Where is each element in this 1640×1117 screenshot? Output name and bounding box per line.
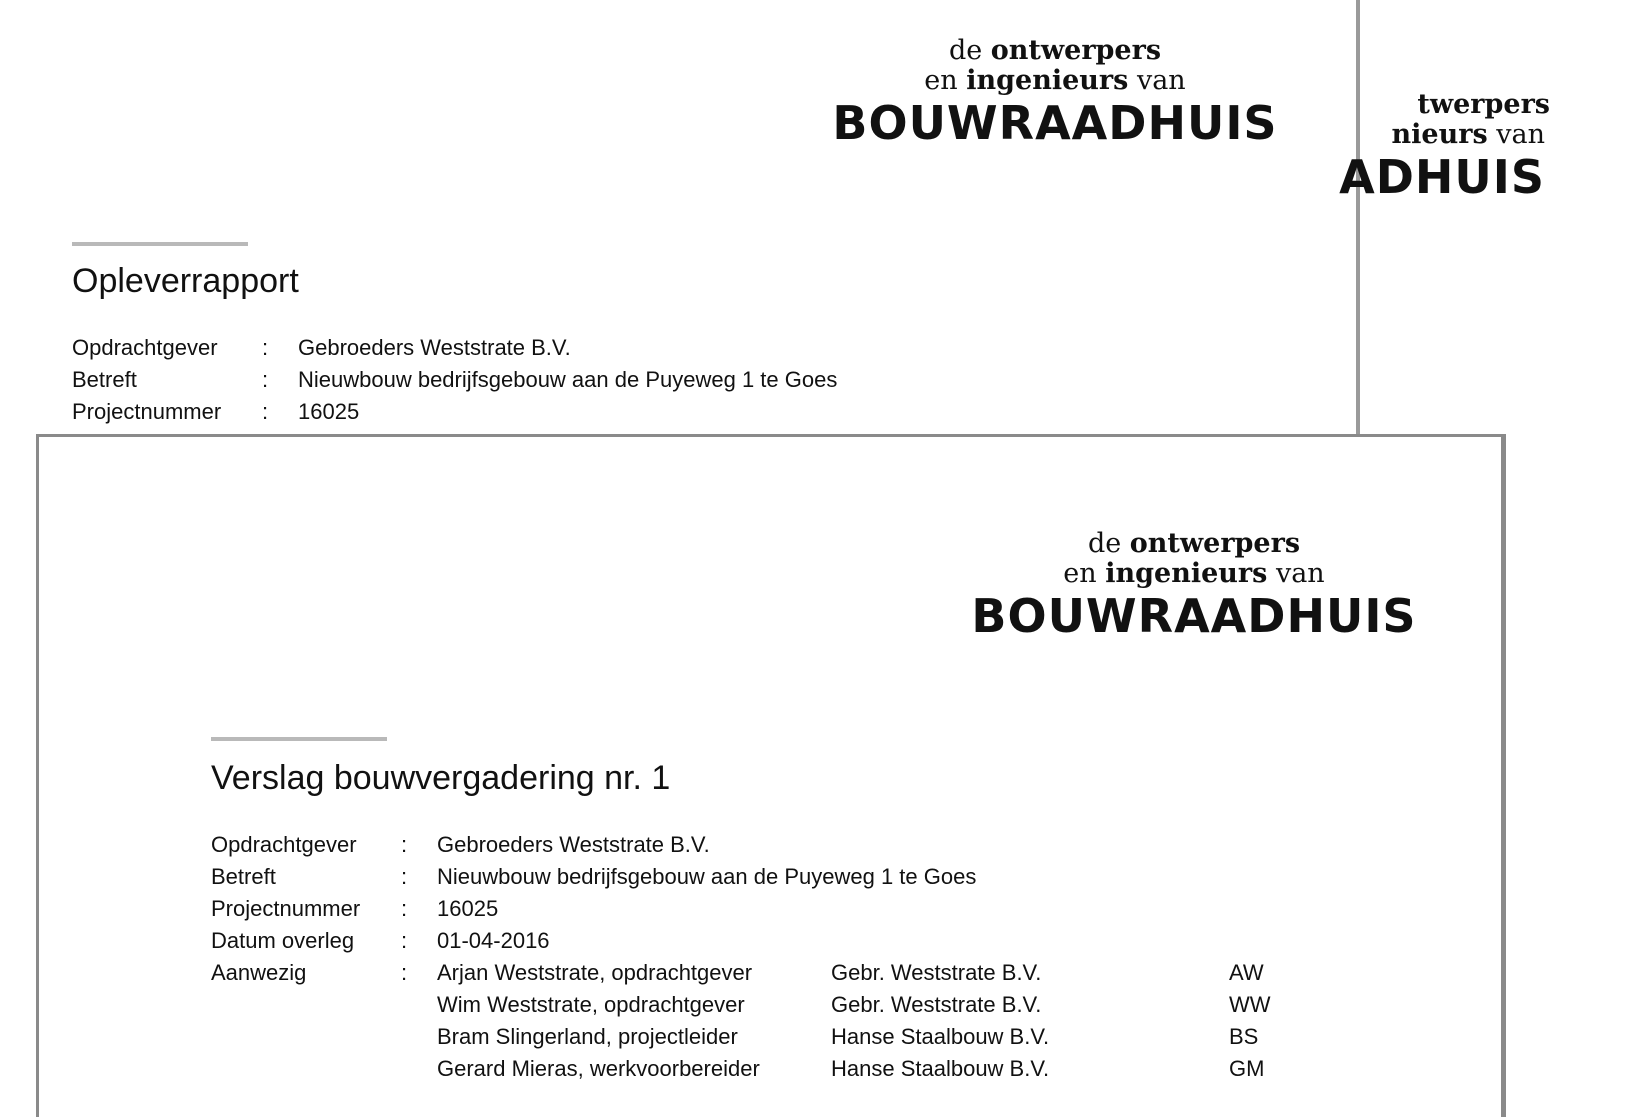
logo-text: de bbox=[1087, 528, 1122, 559]
logo-text: van bbox=[1275, 558, 1325, 589]
logo-text: en bbox=[924, 65, 958, 96]
logo-line-2 bbox=[1190, 120, 1640, 150]
back-document-page bbox=[0, 0, 1360, 440]
empty-cell bbox=[401, 989, 437, 1021]
attendee-row bbox=[211, 1053, 1271, 1085]
detail-value: 16025 bbox=[298, 399, 360, 424]
logo-brand: BOUWRAADHUIS bbox=[971, 589, 1417, 643]
detail-row bbox=[72, 396, 837, 428]
attendee-name: Bram Slingerland, projectleider bbox=[437, 1024, 738, 1049]
title-rule bbox=[72, 242, 248, 246]
attendee-initials: BS bbox=[1229, 1024, 1259, 1049]
detail-value: Nieuwbouw bedrijfsgebouw aan de Puyeweg 1 te Goes bbox=[437, 864, 977, 889]
detail-label: Datum overleg bbox=[211, 928, 355, 953]
attendee-company: Gebr. Weststrate B.V. bbox=[831, 960, 1042, 985]
logo-text: de bbox=[948, 35, 983, 66]
logo-text: van bbox=[1136, 65, 1186, 96]
empty-cell bbox=[211, 989, 401, 1021]
attendee-initials: AW bbox=[1229, 960, 1264, 985]
attendee-initials: WW bbox=[1229, 992, 1271, 1017]
detail-separator: : bbox=[262, 335, 269, 360]
detail-label: Betreft bbox=[72, 367, 137, 392]
logo-line-1 bbox=[969, 529, 1419, 559]
attendee-row bbox=[211, 989, 1271, 1021]
empty-cell bbox=[401, 1021, 437, 1053]
detail-row bbox=[211, 861, 1271, 893]
detail-label: Betreft bbox=[211, 864, 276, 889]
detail-separator: : bbox=[401, 832, 408, 857]
meeting-details bbox=[211, 829, 1271, 1085]
detail-value: Gebroeders Weststrate B.V. bbox=[437, 832, 710, 857]
logo-text-bold: ingenieurs bbox=[966, 65, 1129, 96]
detail-value: Gebroeders Weststrate B.V. bbox=[298, 335, 571, 360]
front-document-page bbox=[36, 434, 1506, 1117]
company-logo bbox=[969, 529, 1419, 643]
logo-text: en bbox=[1063, 558, 1097, 589]
attendee-name: Gerard Mieras, werkvoorbereider bbox=[437, 1056, 760, 1081]
project-details bbox=[72, 332, 837, 428]
detail-separator: : bbox=[262, 399, 269, 424]
detail-label: Projectnummer bbox=[72, 399, 222, 424]
attendee-company: Gebr. Weststrate B.V. bbox=[831, 992, 1042, 1017]
detail-separator: : bbox=[401, 928, 408, 953]
attendee-name: Arjan Weststrate, opdrachtgever bbox=[437, 960, 753, 985]
attendee-row bbox=[211, 957, 1271, 989]
detail-value: 01-04-2016 bbox=[437, 928, 550, 953]
detail-label: Opdrachtgever bbox=[72, 335, 218, 360]
logo-brand: ADHUIS bbox=[1339, 150, 1545, 204]
logo-text: van bbox=[1496, 119, 1545, 150]
logo-text-bold: ontwerpers bbox=[990, 35, 1162, 66]
attendee-initials: GM bbox=[1229, 1056, 1265, 1081]
detail-separator: : bbox=[401, 864, 408, 889]
page-title: Opleverrapport bbox=[72, 262, 299, 300]
detail-separator: : bbox=[401, 896, 408, 921]
title-rule bbox=[211, 737, 387, 741]
detail-row bbox=[211, 893, 1271, 925]
logo-line-1 bbox=[1190, 90, 1640, 120]
empty-cell bbox=[211, 1053, 401, 1085]
attendee-company: Hanse Staalbouw B.V. bbox=[831, 1056, 1050, 1081]
detail-row bbox=[72, 364, 837, 396]
attendee-name: Wim Weststrate, opdrachtgever bbox=[437, 992, 745, 1017]
detail-label: Opdrachtgever bbox=[211, 832, 357, 857]
detail-label: Projectnummer bbox=[211, 896, 361, 921]
logo-text-bold: twerpers bbox=[1417, 89, 1550, 120]
detail-row bbox=[211, 829, 1271, 861]
company-logo-cropped bbox=[1190, 90, 1640, 204]
attendee-row bbox=[211, 1021, 1271, 1053]
page-title: Verslag bouwvergadering nr. 1 bbox=[211, 759, 671, 797]
logo-brand: BOUWRAADHUIS bbox=[832, 96, 1278, 150]
detail-row bbox=[72, 332, 837, 364]
attendees-label: Aanwezig bbox=[211, 960, 307, 985]
third-document-page bbox=[1339, 0, 1620, 440]
detail-row bbox=[211, 925, 1271, 957]
logo-line-2 bbox=[969, 559, 1419, 589]
detail-value: 16025 bbox=[437, 896, 499, 921]
logo-text-bold: nieurs bbox=[1391, 119, 1488, 150]
empty-cell bbox=[211, 1021, 401, 1053]
detail-separator: : bbox=[401, 960, 408, 985]
logo-text-bold: ingenieurs bbox=[1105, 558, 1268, 589]
logo-line-1 bbox=[830, 36, 1280, 66]
detail-value: Nieuwbouw bedrijfsgebouw aan de Puyeweg 1 te Goes bbox=[298, 367, 838, 392]
logo-text-bold: ontwerpers bbox=[1129, 528, 1301, 559]
empty-cell bbox=[401, 1053, 437, 1085]
attendee-company: Hanse Staalbouw B.V. bbox=[831, 1024, 1050, 1049]
detail-separator: : bbox=[262, 367, 269, 392]
